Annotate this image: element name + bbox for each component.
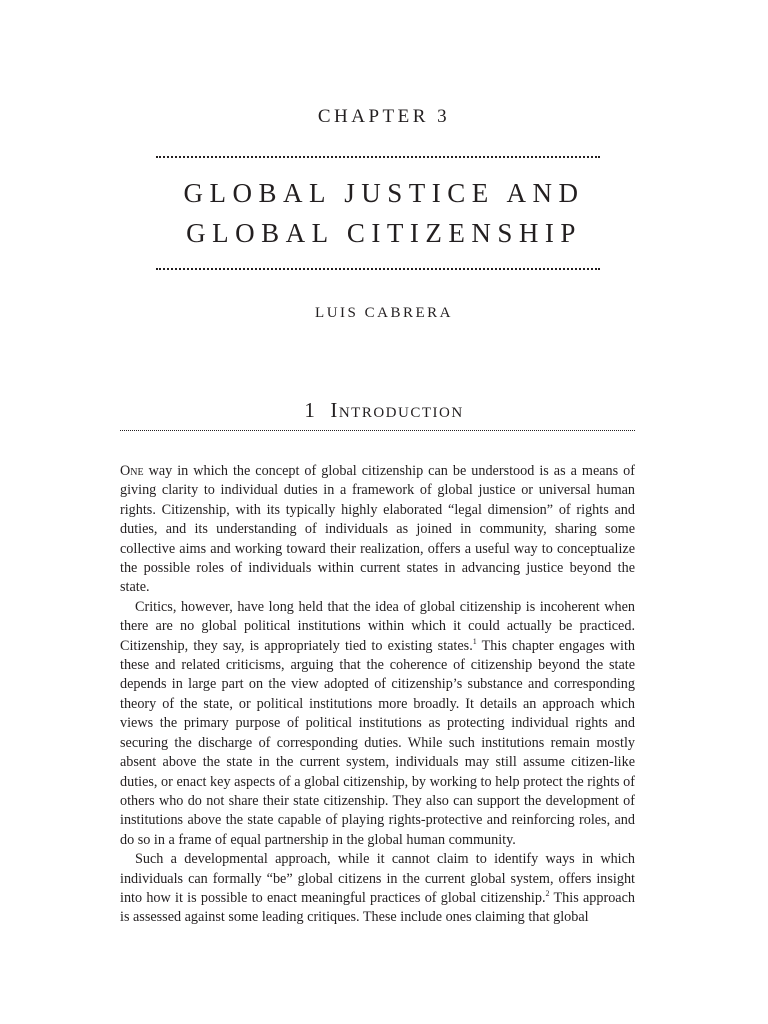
chapter-title-line-1: GLOBAL JUSTICE AND: [183, 178, 585, 208]
footnote-marker-2[interactable]: 2: [545, 888, 550, 898]
paragraph-3-text-a: Such a developmental approach, while it cannot claim to identify ways in which individuals can formally “be” global citizens in the current global system, offers insight into how it is possible to enact meaningful practices of global citizenship.: [120, 851, 635, 906]
body-text: [120, 462, 635, 928]
paragraph-1-lead-word: One: [120, 463, 144, 479]
paragraph-2: [120, 598, 635, 850]
paragraph-2-text-a: Critics, however, have long held that the idea of global citizenship is incoherent when there are no global political institutions within which it could actually be practiced. Citizenship, they say, is appropriately tied to existing states.: [120, 598, 635, 654]
paragraph-3-text-b: This approach is assessed against some leading critiques. These include ones claiming that global: [120, 889, 635, 926]
title-rule-top: [156, 156, 600, 158]
footnote-marker-1[interactable]: 1: [472, 636, 477, 646]
section-title: Introduction: [330, 398, 464, 422]
title-rule-bottom: [156, 268, 600, 270]
section-rule: [120, 430, 635, 431]
chapter-author: LUIS CABRERA: [315, 305, 453, 321]
paragraph-1: [120, 462, 635, 598]
chapter-title-line-2: GLOBAL CITIZENSHIP: [186, 218, 582, 248]
section-heading: [0, 398, 768, 423]
paragraph-2-text-b: This chapter engages with these and related criticisms, arguing that the coherence of citizenship beyond the state depends in large part on the view adopted of citizenship’s substance and corresponding theory of the state, or political institutions more broadly. It details an approach which views the primary purpose of political institutions as protecting individual rights and securing the discharge of corresponding duties. While such institutions remain mostly absent above the state in the current system, individuals may still assume citizen-like duties, or enact key aspects of a global citizenship, by working to help protect the rights of others who do not share their state citizenship. They also can support the development of institutions above the state capable of playing rights-protective and reinforcing roles, and do so in a frame of equal partnership in the global human community.: [120, 637, 635, 848]
section-number: 1: [304, 398, 317, 422]
paragraph-3: [120, 850, 635, 928]
chapter-label: CHAPTER 3: [317, 106, 451, 127]
paragraph-1-text: way in which the concept of global citizenship can be understood is as a means of giving clarity to individual duties in a framework of global justice or universal human rights. Citizenship, with its typically highly elaborated “legal dimension” of rights and duties, and its understanding of individuals as joined in community, sharing some collective aims and working toward their realization, offers a useful way to conceptualize the possible roles of individuals within current states in advancing justice beyond the state.: [120, 463, 635, 596]
